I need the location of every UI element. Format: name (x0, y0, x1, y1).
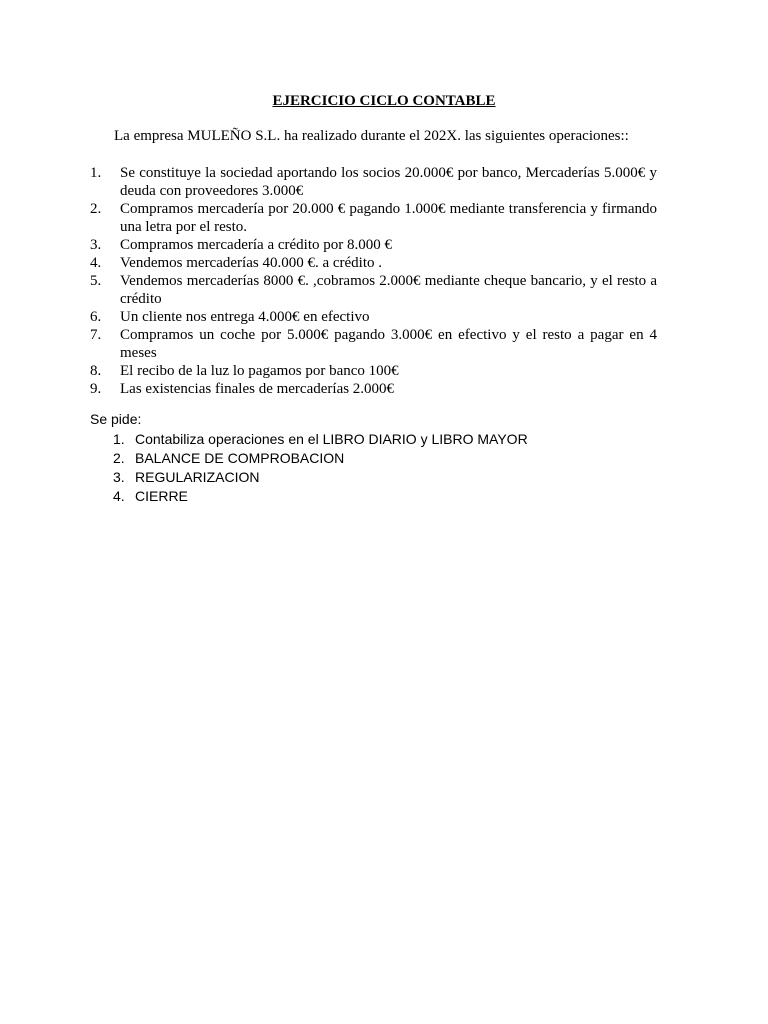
operation-number: 4. (90, 255, 102, 271)
request-text: CIERRE (135, 488, 188, 504)
operation-text: El recibo de la luz lo pagamos por banco 100€ (120, 363, 399, 379)
operation-item (90, 380, 657, 398)
request-number: 2. (113, 450, 125, 466)
operation-item (90, 164, 657, 200)
operation-item (90, 200, 657, 236)
request-text: BALANCE DE COMPROBACION (135, 450, 345, 466)
requests-label: Se pide: (90, 411, 142, 427)
operation-text: Se constituye la sociedad aportando los socios 20.000€ por banco, Mercaderías 5.000€ y deuda con proveedores 3.000€ (120, 165, 657, 199)
operation-item (90, 308, 657, 326)
operation-text: Compramos mercadería por 20.000 € pagando 1.000€ mediante transferencia y firmando una letra por el resto. (120, 201, 657, 235)
operation-item (90, 362, 657, 380)
operation-number: 6. (90, 309, 102, 325)
intro-paragraph: La empresa MULEÑO S.L. ha realizado durante el 202X. las siguientes operaciones:: (114, 128, 629, 144)
operation-text: Vendemos mercaderías 8000 €. ,cobramos 2.000€ mediante cheque bancario, y el resto a crédito (120, 273, 657, 307)
operation-text: Un cliente nos entrega 4.000€ en efectivo (120, 309, 370, 325)
operation-text: Las existencias finales de mercaderías 2.000€ (120, 381, 395, 397)
operation-item (90, 326, 657, 362)
request-number: 1. (113, 431, 125, 447)
operations-list (90, 164, 657, 398)
operation-text: Vendemos mercaderías 40.000 €. a crédito . (120, 255, 382, 271)
requests-list (113, 430, 528, 506)
operation-number: 5. (90, 273, 102, 289)
request-item (113, 487, 528, 506)
request-item (113, 430, 528, 449)
request-item (113, 449, 528, 468)
request-item (113, 468, 528, 487)
operation-number: 9. (90, 381, 102, 397)
operation-number: 2. (90, 201, 102, 217)
operation-text: Compramos un coche por 5.000€ pagando 3.000€ en efectivo y el resto a pagar en 4 meses (120, 327, 657, 361)
request-number: 3. (113, 469, 125, 485)
operation-number: 3. (90, 237, 102, 253)
operation-number: 8. (90, 363, 102, 379)
operation-number: 7. (90, 327, 102, 343)
operation-item (90, 254, 657, 272)
document-title: EJERCICIO CICLO CONTABLE (272, 93, 496, 109)
operation-number: 1. (90, 165, 102, 181)
operation-text: Compramos mercadería a crédito por 8.000 € (120, 237, 392, 253)
request-text: REGULARIZACION (135, 469, 260, 485)
request-text: Contabiliza operaciones en el LIBRO DIARIO y LIBRO MAYOR (135, 431, 528, 447)
request-number: 4. (113, 488, 125, 504)
operation-item (90, 272, 657, 308)
operation-item (90, 236, 657, 254)
